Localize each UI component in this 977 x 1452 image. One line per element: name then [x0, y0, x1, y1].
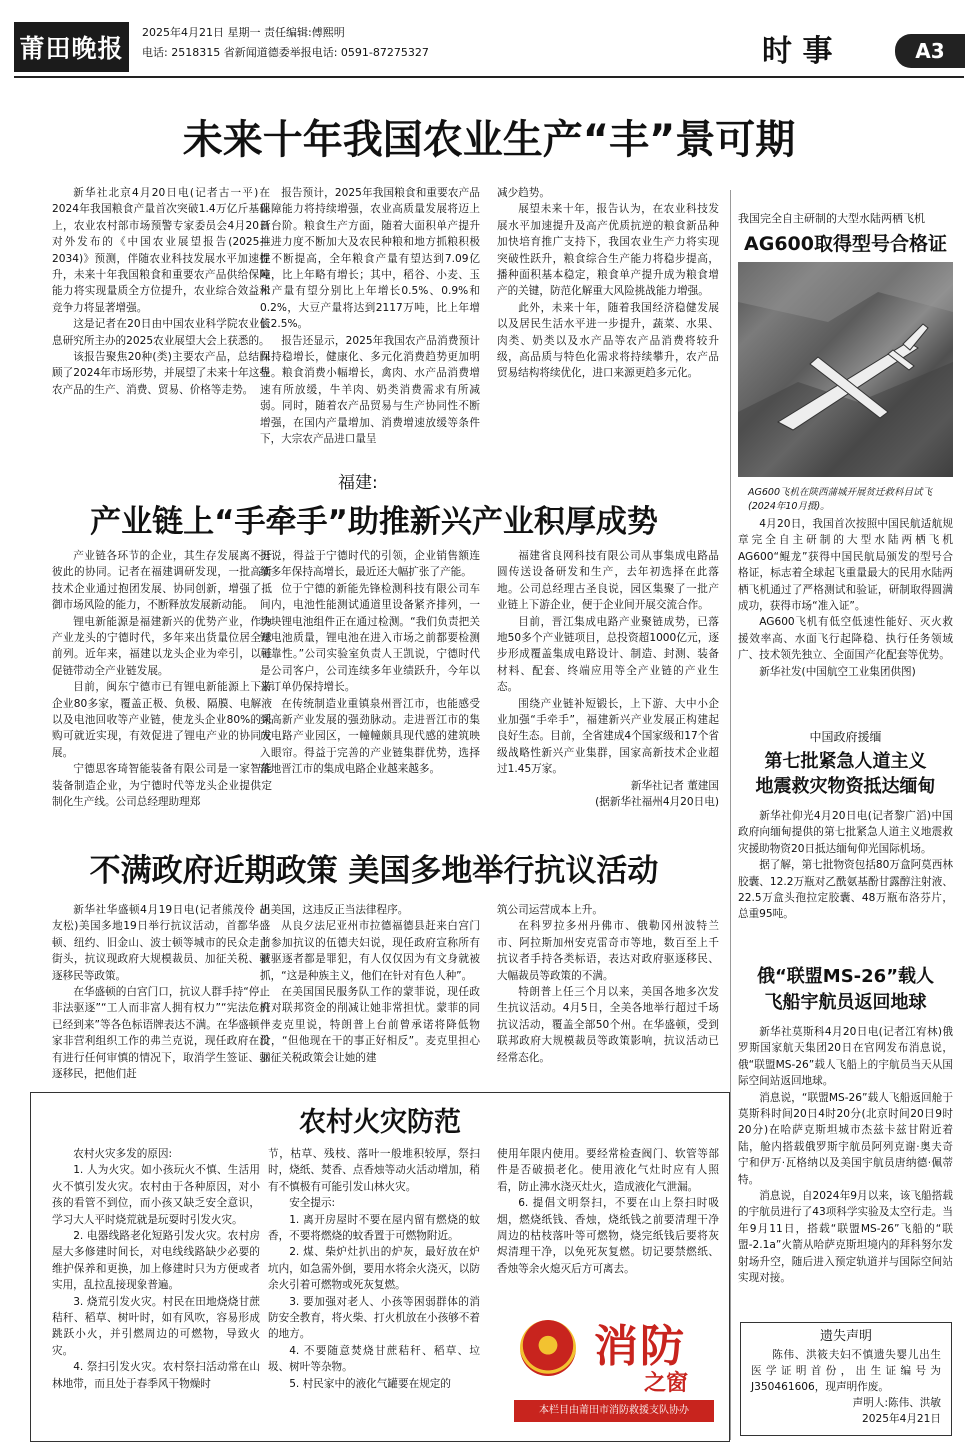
paragraph: 报告还显示，2025年我国农产品消费预计保持稳增长，健康化、多元化消费趋势更加明显。粮食消费小幅增长，禽肉、水产品消费增速有所放缓，牛羊肉、奶类消费需求有所减弱。同时，随着农产品贸易与生产协同性不断增强，在国内产量增加、消费增速放缓等条件下，大宗农产品进口量呈	[260, 334, 480, 446]
article2-col2	[260, 548, 480, 826]
paragraph: 3. 烧荒引发火灾。村民在田地烧烧甘蔗秸秆、稻草、树叶时，如有风吹，容易形成跳跃小火，并引燃周边的可燃物，导致火灾。	[52, 1295, 260, 1357]
paragraph: AG600飞机有低空低速性能好、灭火救援效率高、水面飞行起降稳、执行任务领域广、技术领先独立、全面国产化配套等优势。	[738, 616, 953, 662]
notice-date: 2025年4月21日	[862, 1413, 941, 1425]
soyuz-title-line2: 飞船宇航员返回地球	[764, 992, 927, 1013]
paragraph: 减少趋势。	[497, 187, 550, 199]
airplane-icon	[738, 262, 953, 477]
article2-col1	[52, 548, 272, 826]
aid-body	[738, 808, 953, 923]
notice-title: 遗失声明	[819, 1329, 872, 1344]
paragraph: 宁德思客琦智能装备有限公司是一家智能装备制造企业，为宁德时代等龙头企业提供定制化生产线。公司总经理助理郑	[52, 763, 272, 809]
soyuz-title-line1: 俄“联盟MS-26”载人	[756, 966, 935, 987]
page-number: A3	[895, 34, 965, 68]
article2-kicker: 福建:	[338, 473, 378, 493]
newspaper-logo: 莆田晚报	[14, 22, 129, 72]
article4-col1	[52, 1146, 260, 1436]
article1-col3	[497, 185, 719, 455]
paragraph: 2. 电器线路老化短路引发火灾。农村房屋大多修建时间长，对电线线路缺少必要的维护保养和更换，加上修建时只为方便或者实用，乱拉乱接现象普遍。	[52, 1230, 260, 1292]
paragraph: 5. 村民家中的液化气罐要在规定的	[289, 1377, 451, 1390]
paragraph: 展望未来十年，报告认为，在农业科技发展水平加速提升及高产优质抗逆的粮食新品种加快培育推广支持下，我国农业生产力将实现突破性跃升，粮食综合生产能力将稳步提高，播种面积基本稳定，粮食单产提升成为粮食增产的关键，防范化解重大风险挑战能力增强。	[497, 203, 719, 298]
paragraph: 新华社北京4月20日电(记者古一平)在2024年我国粮食产量首次突破1.4万亿斤基础上，农业农村部市场预警专家委员会4月20日对外发布的《中国农业展望报告(2025—2034)》预测，伴随农业科技发展水平加速提升，未来十年我国粮食和重要农产品供给保障能力将实现量质全方位提升，农业综合效益和竞争力将显著增强。	[52, 187, 270, 314]
paragraph: 这是记者在20日由中国农业科学院农业信息研究所主办的2025农业展望大会上获悉的。	[52, 318, 270, 347]
paragraph: 4. 不要随意焚烧甘蔗秸秆、稻草、垃圾、树叶等杂物。	[268, 1344, 480, 1374]
article1-col1	[52, 185, 270, 455]
fire-safety-promo	[514, 1308, 714, 1434]
notice-body: 陈伟、洪筱夫妇不慎遗失婴儿出生医学证明首份，出生证编号为J350461606，现声明作废。	[751, 1349, 941, 1393]
paragraph: 产业链各环节的企业，其生存发展离不开彼此的协同。记者在福建调研发现，一批高新技术企业通过抱团发展、协同创新，增强了抵御市场风险的能力，不断释放发展新动能。	[52, 550, 272, 612]
promo-subtitle: 之窗	[644, 1370, 689, 1396]
ag600-caption: AG600飞机在陕西蒲城开展贫迁救科目试飞(2024年10月摄)。	[748, 487, 932, 512]
ag600-kicker: 我国完全自主研制的大型水陆两栖飞机	[738, 212, 925, 225]
section-label: 时 事	[762, 34, 833, 69]
ag600-title: AG600取得型号合格证	[744, 233, 947, 255]
promo-title: 消防	[594, 1321, 686, 1372]
article2-title: 产业链上“手牵手”助推新兴产业积厚成势	[90, 504, 658, 540]
aid-title-line1: 第七批紧急人道主义	[764, 751, 927, 772]
article1-title: 未来十年我国农业生产“丰”景可期	[182, 117, 796, 163]
paragraph: 农村火灾多发的原因:	[73, 1148, 173, 1160]
paragraph: 安全提示:	[289, 1197, 336, 1210]
article3-col3	[497, 902, 719, 1082]
lost-notice-box	[740, 1322, 952, 1436]
fire-emblem-icon	[520, 1320, 576, 1376]
paragraph: 4. 祭扫引发火灾。农村祭扫活动常在山林地带，而且处于春季风干物燥时	[52, 1361, 260, 1390]
paragraph: 围绕产业链补短锻长，上下游、大中小企业加强“手牵手”，福建新兴产业发展正构建起良好生态。目前，全省建成4个国家级和17个省级战略性新兴产业集群，国家高新技术企业超过1.45万家。	[497, 697, 719, 776]
aid-kicker: 中国政府援缅	[809, 730, 882, 744]
paragraph: 使用年限内使用。要经常检查阀门、软管等部件是否破损老化。使用液化气灶时应有人照看，防止沸水浇灭灶火，造成液化气泄漏。	[497, 1148, 719, 1193]
article4-col2	[268, 1146, 480, 1436]
paragraph: 从良夕法尼亚州市拉德福德县赶来白宫门前参加抗议的伍德夫妇说，现任政府宣称所有被驱逐者都是罪犯，有人仅仅因为有文身就被抓，“这是种族主义，他们在针对有色人种”。	[260, 920, 480, 982]
paragraph: 6. 提倡文明祭扫，不要在山上祭扫时吸烟，燃烧纸钱、香烛，烧纸钱之前要清理干净周边的枯枝落叶等可燃物，烧完纸钱后要将灰烬清理干净，以免死灰复燃。切记要禁燃纸、香烛等余火熄灭后方可离去。	[497, 1197, 719, 1275]
paragraph: 在传统制造业重镇泉州晋江市，也能感受到高新产业发展的强劲脉动。走进晋江市的集成电路产业园区，一幢幢颇具现代感的建筑映入眼帘。得益于完善的产业链集群优势，选择落地晋江市的集成电路企业越来越多。	[260, 697, 480, 776]
promo-footer: 本栏目由莆田市消防救援支队协办	[514, 1400, 714, 1422]
masthead-info-line1: 2025年4月21日 星期一 责任编辑:傅熙明	[142, 26, 345, 39]
paragraph: 1. 人为火灾。如小孩玩火不慎、生活用火不慎引发火灾。农村由于各种原因，对小孩的看管不到位，而小孩又缺乏安全意识，学习大人平时烧荒就是玩耍时引发火灾。	[52, 1164, 260, 1226]
sidebar-divider	[730, 190, 731, 1440]
article1-col2	[260, 185, 480, 455]
paragraph: 2. 煤、柴炉灶扒出的炉灰，最好放在炉坑内，如急需外倒，要用水将余火浇灭，以防余火引着可燃物或死灰复燃。	[268, 1246, 480, 1292]
paragraph: 出美国，这违反正当法律程序。	[260, 904, 409, 916]
article3-title: 不满政府近期政策 美国多地举行抗议活动	[89, 853, 659, 889]
ag600-photo	[738, 262, 953, 477]
paragraph: 福建省良网科技有限公司从事集成电路晶圆传送设备研发和生产，去年初选择在此落地。公司总经理古圣良说，园区集聚了一批产业链上下游企业，便于企业间开展交流合作。	[497, 550, 719, 612]
paragraph: 在科罗拉多州丹佛市、俄勒冈州波特兰市、阿拉斯加州安克雷奇市等地，数百至上千抗议者手持各类标语，表达对政府驱逐移民、大幅裁员等政策的不满。	[497, 920, 719, 982]
paragraph: 该报告聚焦20种(类)主要农产品，总结回顾了2024年市场形势，并展望了未来十年这些农产品的生产、消费、贸易、价格等走势。	[52, 351, 270, 396]
paragraph: 挺说，得益于宁德时代的引领，企业销售额连续多年保持高增长，最近还大幅扩张了产能。	[260, 550, 480, 579]
paragraph: 4月20日，我国首次按照中国民航适航规章完全自主研制的大型水陆两栖飞机AG600“鲲龙”获得中国民航局颁发的型号合格证，标志着全球起飞重量最大的民用水陆两栖飞机通过了严格测试和验证，研制取得圆满成功，获得市场“准入证”。	[738, 518, 953, 613]
ag600-body	[738, 516, 953, 680]
paragraph: 目前，晋江集成电路产业聚链成势，已落地50多个产业链项目，总投资超1000亿元，逐步形成覆盖集成电路设计、制造、封测、装备材料、配套、终端应用等全产业链的产业生态。	[497, 615, 719, 694]
paragraph: 节，枯草、残枝、落叶一般堆积较厚，祭扫时，烧纸、焚香、点香烛等动火活动增加，稍有不慎极有可能引发山林火灾。	[268, 1148, 480, 1193]
article4-col3	[497, 1146, 719, 1298]
aid-title-line2: 地震救灾物资抵达缅甸	[755, 776, 936, 797]
article3-col2	[260, 902, 480, 1082]
article3-col1	[52, 902, 270, 1082]
notice-signatory: 声明人:陈伟、洪敏	[852, 1397, 941, 1409]
article2-col3	[497, 548, 719, 826]
credit: 新华社发(中国航空工业集团供图)	[759, 665, 916, 678]
article4-title: 农村火灾防范	[299, 1107, 461, 1138]
byline: 新华社记者 董建国	[630, 779, 719, 792]
paragraph: 消息说，自2024年9月以来，该飞船搭载的宇航员进行了43项科学实验及太空行走。当年9月11日，搭载“联盟MS-26”飞船的“联盟-2.1a”火箭从哈萨克斯坦境内的拜科努尔发射场升空，随后进入预定轨道并与国际空间站实现对接。	[738, 1190, 953, 1285]
paragraph: 目前，闽东宁德市已有锂电新能源上下游企业80多家，覆盖正极、负极、隔膜、电解液以及电池回收等产业链，使龙头企业80%的采购可就近实现，有效促进了锂电产业的协同发展。	[52, 681, 272, 759]
soyuz-body	[738, 1024, 953, 1314]
paragraph: 据了解，第七批物资包括80万盒阿莫西林胶囊、12.2万瓶对乙酰氨基酚甘露醇注射液、22.5万盒头孢拉定胶囊、48万瓶布洛芬片，总重95吨。	[738, 859, 953, 921]
masthead-info-line2: 电话: 2518315 省新闻道德委举报电话: 0591-87275327	[142, 46, 429, 59]
paragraph: 在美国国民服务队工作的蒙菲说，现任政府对联邦资金的削减让她非常担忧。蒙菲的同伴麦克里说，特朗普上台前曾承诺将降低物价，“但他现在干的事正好相反”。麦克里担心加征关税政策会让她的建	[260, 986, 480, 1064]
paragraph: 特朗普上任三个月以来，美国各地多次发生抗议活动。4月5日，全美各地举行超过千场抗议活动，覆盖全部50个州。在华盛顿，受到联邦政府大规模裁员等政策影响，抗议活动已经常态化。	[497, 986, 719, 1064]
paragraph: 1. 离开房屋时不要在屋内留有燃烧的蚊香，不要将燃烧的蚊香置于可燃物附近。	[268, 1213, 480, 1243]
paragraph: 3. 要加强对老人、小孩等困弱群体的消防安全教育，将火柴、打火机放在小孩够不着的地方。	[268, 1295, 480, 1341]
paragraph: 新华社华盛顿4月19日电(记者熊茂伶 胡友松)美国多地19日举行抗议活动，首都华盛顿、纽约、旧金山、波士顿等城市的民众走上街头，抗议现政府大规模裁员、加征关税、驱逐移民等政策。	[52, 904, 270, 982]
paragraph: 新华社仰光4月20日电(记者黎广滔)中国政府向缅甸提供的第七批紧急人道主义地震救灾援助物资20日抵达缅甸仰光国际机场。	[738, 810, 953, 855]
paragraph: 锂电新能源是福建新兴的优势产业，作为产业龙头的宁德时代，多年来出货量位居全球前列。近年来，福建以龙头企业为牵引，以链促链带动全产业链发展。	[52, 615, 272, 677]
paragraph: 消息说，“联盟MS-26”载人飞船返回舱于莫斯科时间20日4时20分(北京时间20日9时20分)在哈萨克斯坦城市杰兹卡兹甘附近着陆，舱内搭载俄罗斯宇航员阿列克谢·奥夫奇宁和伊万·瓦格纳以及美国宇航员唐纳德·佩蒂特。	[738, 1091, 953, 1186]
paragraph: 筑公司运营成本上升。	[497, 904, 603, 916]
paragraph: 新华社莫斯科4月20日电(记者江宥林)俄罗斯国家航天集团20日在官网发布消息说，俄“联盟MS-26”载人飞船上的宇航员当天从国际空间站返回地球。	[738, 1026, 953, 1088]
paragraph: 此外，未来十年，随着我国经济稳健发展以及居民生活水平进一步提升，蔬菜、水果、肉类、奶类以及水产品等农产品消费将较升级，高品质与特色化需求将持续攀升，农产品贸易结构将续优化，进口来源更趋多元化。	[497, 301, 719, 380]
paragraph: 报告预计，2025年我国粮食和重要农产品保障能力将持续增强，农业高质量发展将迈上新台阶。粮食生产方面，随着大面积单产提升推进力度不断加大及农民种粮和地方抓粮积极性不断提高，全年粮食产量有望达到7.09亿吨，比上年略有增长；其中，稻谷、小麦、玉米产量有望分别比上年增长0.5%、0.9%和0.2%，大豆产量将达到2117万吨，比上年增长2.5%。	[260, 187, 480, 331]
paragraph: 位于宁德的新能先锋检测科技有限公司车间内，电池性能测试通道里设备紧齐排列，一块块锂电池组件正在通过检测。“我们负责把关锂电池质量，锂电池在进入市场之前都要检测可靠性。”公司实验室负责人王凯说，宁德时代是公司客户，公司连续多年业绩跃升，今年以来订单仍保持增长。	[260, 582, 480, 694]
dateline: (据新华社福州4月20日电)	[595, 796, 719, 809]
paragraph: 在华盛顿的白宫门口，抗议人群手持“停止非法驱逐”“工人而非富人拥有权力”“宪法危机已经到来”等各色标语牌表达不满。在华盛顿一家非营利组织工作的弗兰克说，现任政府在没有进行任何审慎的情况下，取消学生签证、驱逐移民，把他们赶	[52, 986, 270, 1081]
masthead-rule	[14, 76, 964, 78]
